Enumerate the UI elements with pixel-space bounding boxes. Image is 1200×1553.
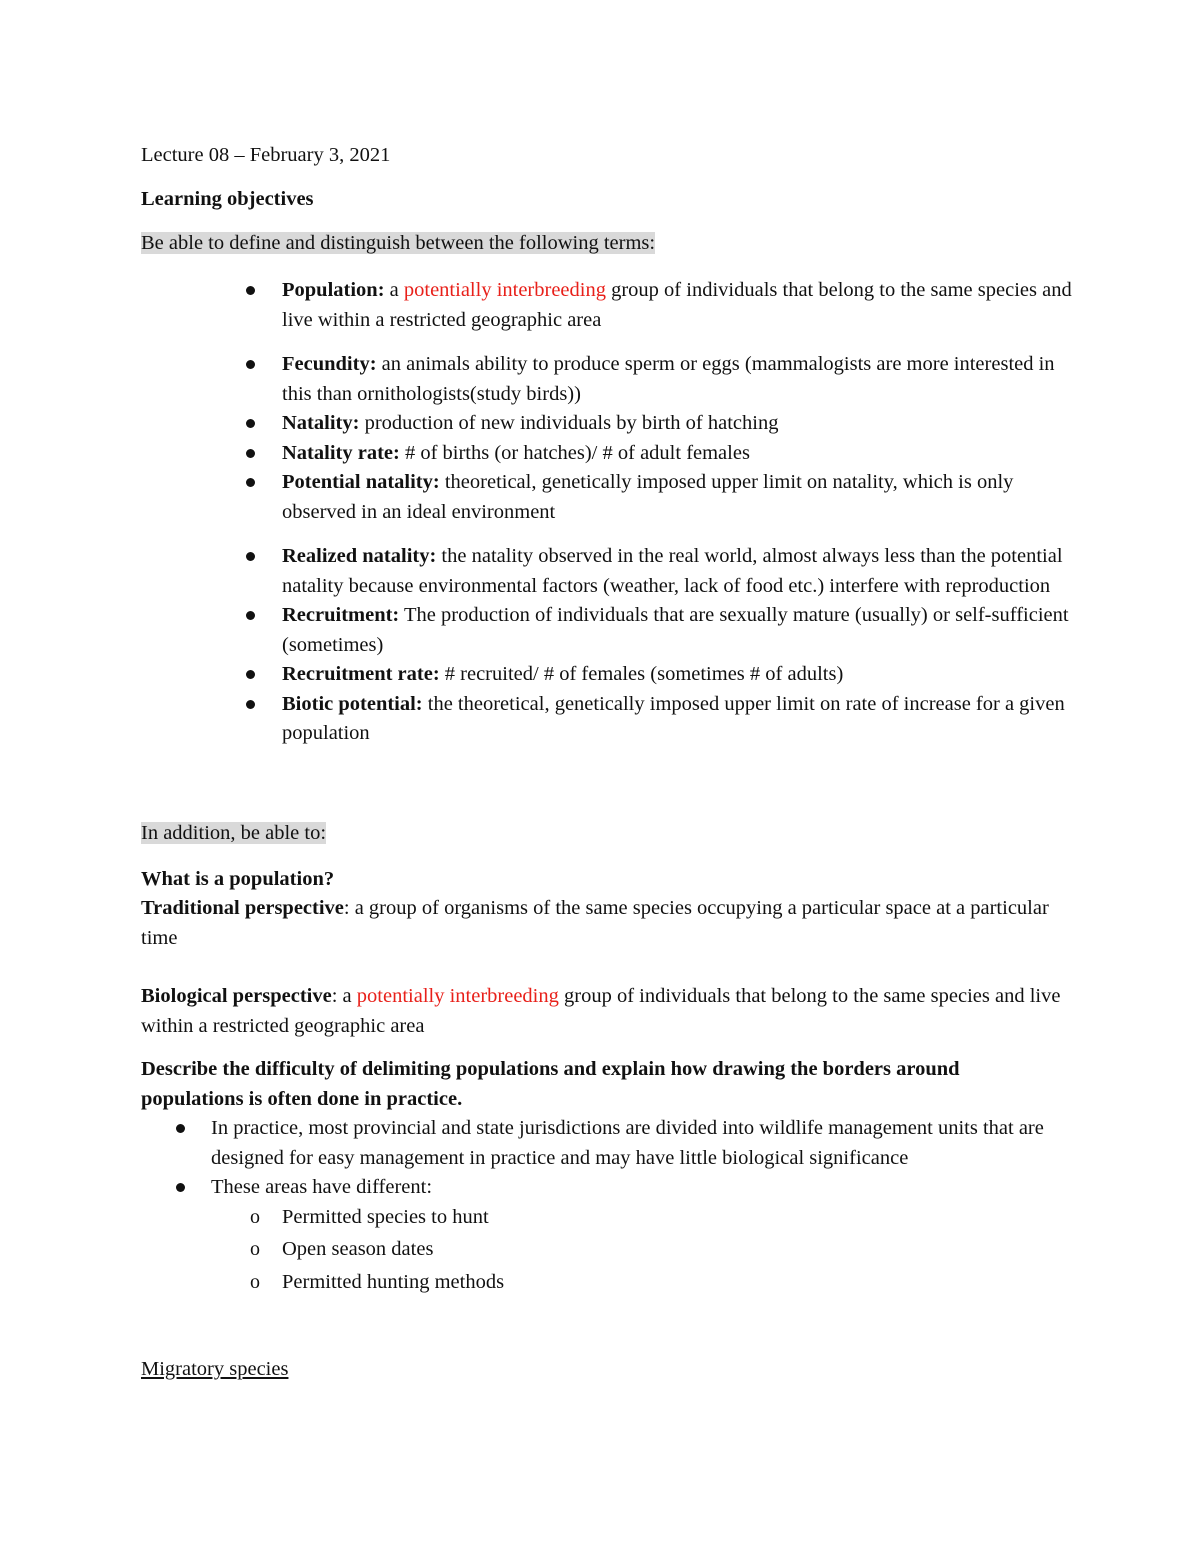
practice-list bbox=[0, 1114, 1100, 1297]
traditional-perspective bbox=[141, 894, 1071, 953]
list-item bbox=[0, 468, 1072, 527]
traditional-label: Traditional perspective bbox=[141, 897, 344, 919]
migratory-heading: Migratory species bbox=[141, 1358, 289, 1380]
terms-list bbox=[0, 276, 1100, 749]
term-text: production of new individuals by birth of hatching bbox=[359, 412, 779, 434]
term-label: Recruitment: bbox=[282, 604, 400, 626]
biological-perspective bbox=[141, 982, 1071, 1041]
list-item bbox=[0, 601, 1072, 660]
bullet-icon bbox=[246, 611, 255, 620]
term-label: Fecundity: bbox=[282, 353, 377, 375]
term-text: theoretical, genetically imposed upper limit on natality, which is only observed in an ideal environment bbox=[282, 471, 1014, 523]
list-item bbox=[0, 690, 1072, 749]
term-text: a bbox=[384, 279, 404, 301]
circle-bullet-icon: o bbox=[250, 1270, 260, 1293]
term-label: Population: bbox=[282, 279, 385, 301]
list-item bbox=[0, 409, 1072, 439]
sub-list-item bbox=[0, 1203, 1051, 1233]
traditional-text: : a group of organisms of the same species occupying a particular space at a particular time bbox=[141, 897, 1049, 949]
list-item bbox=[0, 350, 1072, 409]
bullet-icon bbox=[246, 478, 255, 487]
population-question: What is a population? bbox=[141, 868, 335, 890]
list-item bbox=[0, 276, 1072, 335]
bullet-icon bbox=[176, 1124, 185, 1133]
bullet-icon bbox=[246, 552, 255, 561]
list-item bbox=[0, 660, 1072, 690]
circle-bullet-icon: o bbox=[250, 1205, 260, 1228]
describe-heading: Describe the difficulty of delimiting populations and explain how drawing the borders around populations is often done in practice. bbox=[141, 1058, 960, 1110]
addition-prompt-highlight: In addition, be able to: bbox=[141, 822, 327, 844]
term-text: an animals ability to produce sperm or eggs (mammalogists are more interested in this than ornithologists(study birds)) bbox=[282, 353, 1055, 405]
define-prompt bbox=[141, 229, 1071, 259]
list-item bbox=[0, 439, 1072, 469]
bullet-icon bbox=[246, 286, 255, 295]
term-text: The production of individuals that are sexually mature (usually) or self-sufficient (sometimes) bbox=[282, 604, 1069, 656]
term-label: Realized natality: bbox=[282, 545, 437, 567]
term-label: Natality rate: bbox=[282, 441, 400, 464]
sub-text: Open season dates bbox=[282, 1238, 434, 1260]
term-text: group of individuals that belong to the same species and live within a restricted geographic area bbox=[282, 279, 1072, 331]
practice-text: These areas have different: bbox=[211, 1176, 433, 1198]
sub-text: Permitted species to hunt bbox=[282, 1205, 489, 1228]
sub-text: Permitted hunting methods bbox=[282, 1270, 505, 1293]
bullet-icon bbox=[246, 419, 255, 428]
term-text: # recruited/ # of females (sometimes # of adults) bbox=[439, 663, 844, 685]
objectives-heading: Learning objectives bbox=[141, 188, 314, 210]
bullet-icon bbox=[246, 360, 255, 369]
practice-text: In practice, most provincial and state jurisdictions are divided into wildlife management units that are designed for easy management in practice and may have little biological significance bbox=[211, 1117, 1044, 1169]
bullet-icon bbox=[246, 449, 255, 458]
highlight-red-text: potentially interbreeding bbox=[403, 279, 606, 301]
biological-text: : a bbox=[331, 985, 357, 1007]
biological-text: group of individuals that belong to the same species and live within a restricted geographic area bbox=[141, 985, 1061, 1037]
circle-bullet-icon: o bbox=[250, 1238, 260, 1260]
term-label: Potential natality: bbox=[282, 471, 440, 493]
sub-list-item bbox=[0, 1268, 1051, 1298]
addition-prompt bbox=[141, 819, 1071, 849]
define-prompt-highlight: Be able to define and distinguish between the following terms: bbox=[141, 232, 656, 254]
bullet-icon bbox=[176, 1183, 185, 1192]
bullet-icon bbox=[246, 700, 255, 709]
list-item bbox=[0, 1173, 1051, 1297]
term-label: Biotic potential: bbox=[282, 692, 423, 715]
term-text: the natality observed in the real world, almost always less than the potential natality because environmental factors (weather, lack of food etc.) interfere with reproduction bbox=[282, 545, 1063, 597]
sub-list-item bbox=[0, 1235, 1051, 1265]
term-label: Recruitment rate: bbox=[282, 663, 440, 685]
sub-list bbox=[211, 1203, 1051, 1298]
term-label: Natality: bbox=[282, 412, 360, 434]
list-item bbox=[0, 542, 1072, 601]
lecture-title: Lecture 08 – February 3, 2021 bbox=[141, 144, 391, 166]
biological-label: Biological perspective bbox=[141, 985, 332, 1007]
bullet-icon bbox=[246, 670, 255, 679]
highlight-red-text: potentially interbreeding bbox=[356, 985, 559, 1007]
term-text: # of births (or hatches)/ # of adult females bbox=[399, 441, 750, 464]
term-text: the theoretical, genetically imposed upper limit on rate of increase for a given population bbox=[282, 692, 1065, 744]
list-item bbox=[0, 1114, 1051, 1173]
